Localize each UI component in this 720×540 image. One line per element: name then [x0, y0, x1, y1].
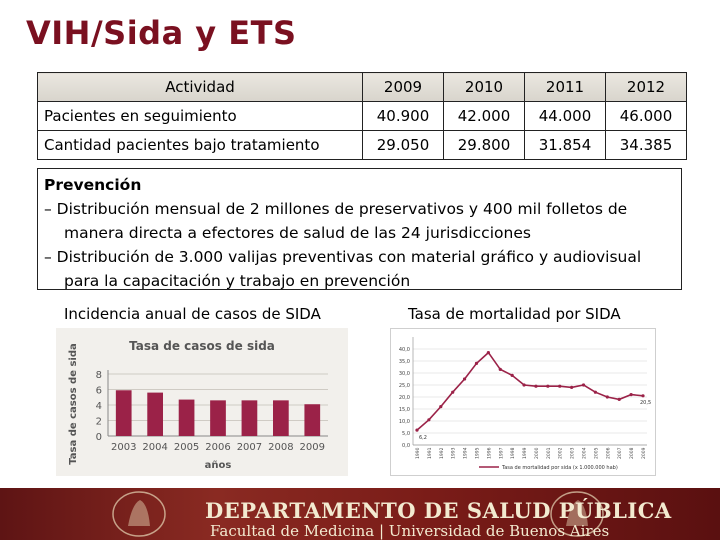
data-point	[415, 429, 418, 432]
bar	[210, 400, 226, 436]
bar	[273, 400, 289, 436]
y-tick-label: 2	[95, 416, 102, 428]
x-tick-label: 2006	[606, 447, 612, 459]
prevencion-item: – Distribución mensual de 2 millones de preservativos y 400 mil folletos de manera directa a efectores de salud de las 24 jurisdicciones	[44, 200, 628, 242]
x-tick-label: 2002	[558, 447, 564, 459]
data-point	[641, 394, 644, 397]
y-tick-label: 8	[95, 370, 102, 381]
data-point	[475, 362, 478, 365]
x-axis-label: años	[204, 460, 232, 471]
x-tick-label: 1990	[416, 447, 421, 459]
y-tick-label: 15,0	[398, 407, 410, 413]
data-point	[439, 405, 442, 408]
bar-chart-casos	[56, 328, 348, 476]
row-value: 46.000	[606, 102, 687, 131]
x-tick-label: 2003	[110, 442, 137, 453]
row-value: 29.800	[444, 131, 525, 160]
series-line	[417, 353, 643, 431]
data-point	[522, 383, 525, 386]
x-tick-label: 2001	[546, 447, 552, 459]
header-year: 2012	[606, 73, 687, 102]
x-tick-label: 2007	[236, 442, 263, 453]
data-point	[451, 391, 454, 394]
x-tick-label: 1994	[463, 447, 469, 459]
footer-department: DEPARTAMENTO DE SALUD PÚBLICA	[205, 498, 672, 523]
x-tick-label: 1995	[475, 447, 481, 459]
table-row	[38, 102, 687, 131]
data-point	[618, 398, 621, 401]
data-label: 20,5	[640, 399, 652, 406]
data-point	[427, 418, 430, 421]
header-year: 2009	[363, 73, 444, 102]
prevencion-item: – Distribución de 3.000 valijas preventivas con material gráfico y audiovisual para la capacitación y trabajo en prevención	[44, 248, 642, 290]
y-axis-label: Tasa de casos de sida	[68, 343, 79, 465]
x-tick-label: 2009	[299, 442, 326, 453]
x-tick-label: 2007	[618, 447, 624, 459]
x-tick-label: 2004	[142, 442, 168, 453]
page-title: VIH/Sida y ETS	[26, 14, 297, 52]
x-tick-label: 1992	[439, 447, 445, 459]
y-tick-label: 25,0	[398, 383, 410, 389]
x-tick-label: 1997	[499, 447, 505, 459]
data-point	[630, 393, 633, 396]
x-tick-label: 1993	[451, 447, 457, 459]
data-point	[594, 391, 597, 394]
header-year: 2011	[525, 73, 606, 102]
y-tick-label: 20,0	[398, 395, 410, 401]
header-year: 2010	[444, 73, 525, 102]
y-tick-label: 5,0	[402, 431, 410, 437]
y-tick-label: 10,0	[398, 419, 410, 425]
x-tick-label: 2008	[268, 442, 294, 453]
x-tick-label: 1996	[487, 447, 493, 459]
data-point	[582, 383, 585, 386]
prevencion-heading: Prevención	[44, 176, 142, 194]
footer-faculty: Facultad de Medicina | Universidad de Buenos Aires	[210, 522, 610, 540]
data-point	[487, 351, 490, 354]
x-tick-label: 2005	[594, 447, 600, 459]
legend-label: Tasa de mortalidad por sida (x 1.000.000 hab)	[502, 465, 618, 471]
line-chart-svg	[391, 329, 657, 477]
data-point	[499, 368, 502, 371]
header-actividad: Actividad	[38, 73, 363, 102]
data-point	[546, 385, 549, 388]
y-tick-label: 40,0	[398, 347, 410, 353]
table-header-row	[38, 73, 687, 102]
row-label: Pacientes en seguimiento	[38, 102, 363, 131]
y-tick-label: 0,0	[402, 443, 410, 449]
x-tick-label: 2006	[205, 442, 231, 453]
row-value: 44.000	[525, 102, 606, 131]
bar	[304, 404, 320, 436]
prevencion-box	[37, 168, 682, 290]
y-tick-label: 35,0	[398, 359, 410, 365]
data-point	[558, 385, 561, 388]
row-value: 29.050	[363, 131, 444, 160]
data-label: 6,2	[419, 435, 427, 442]
x-tick-label: 1999	[523, 447, 529, 459]
x-tick-label: 2005	[173, 442, 200, 453]
data-point	[534, 385, 537, 388]
faculty-seal-icon	[110, 490, 168, 538]
data-point	[570, 386, 573, 389]
row-label: Cantidad pacientes bajo tratamiento	[38, 131, 363, 160]
data-point	[606, 395, 609, 398]
chart-title: Tasa de casos de sida	[129, 339, 275, 353]
y-tick-label: 0	[95, 432, 102, 443]
bar	[242, 400, 258, 436]
activity-table	[37, 72, 687, 160]
table-row	[38, 131, 687, 160]
row-value: 31.854	[525, 131, 606, 160]
x-tick-label: 2009	[642, 447, 647, 459]
line-chart-mortalidad	[390, 328, 656, 476]
row-value: 42.000	[444, 102, 525, 131]
y-tick-label: 30,0	[398, 371, 410, 377]
x-tick-label: 1998	[511, 447, 517, 459]
x-tick-label: 2008	[630, 447, 636, 459]
data-point	[463, 377, 466, 380]
x-tick-label: 1991	[427, 447, 433, 459]
x-tick-label: 2000	[534, 447, 540, 459]
x-tick-label: 2004	[582, 447, 588, 459]
row-value: 40.900	[363, 102, 444, 131]
row-value: 34.385	[606, 131, 687, 160]
y-tick-label: 4	[95, 401, 102, 412]
x-tick-label: 2003	[570, 447, 576, 459]
caption-mortalidad: Tasa de mortalidad por SIDA	[408, 305, 621, 323]
bar	[147, 393, 163, 436]
bar	[116, 390, 132, 436]
bar	[179, 400, 195, 436]
caption-incidencia: Incidencia anual de casos de SIDA	[64, 305, 321, 323]
bar-chart-svg	[56, 328, 348, 476]
y-tick-label: 6	[95, 385, 102, 397]
data-point	[511, 374, 514, 377]
